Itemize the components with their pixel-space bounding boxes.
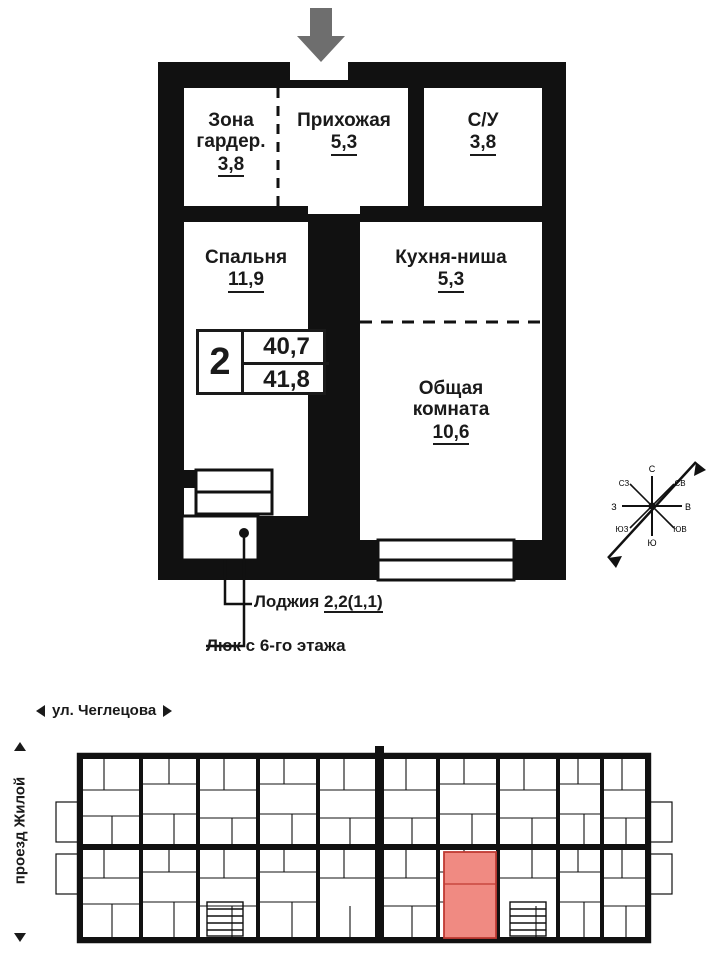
area-with-balcony: 41,8 bbox=[263, 366, 310, 393]
compass-label-w: З bbox=[611, 502, 617, 512]
street-label-left bbox=[2, 742, 32, 942]
compass-label-e: В bbox=[684, 502, 692, 512]
room-label-living-room: Общая комната 10,6 bbox=[360, 378, 542, 445]
room-label-bedroom: Спальня 11,9 bbox=[184, 247, 308, 293]
compass-label-ne: СВ bbox=[674, 479, 686, 488]
callout-loggia: Лоджия 2,2(1,1) bbox=[254, 592, 383, 611]
compass-label-sw: ЮЗ bbox=[615, 525, 629, 534]
room-count: 2 bbox=[209, 340, 231, 383]
street-name-left: проезд Жилой bbox=[11, 776, 29, 885]
compass-label-s: Ю bbox=[647, 538, 657, 548]
compass-label-nw: СЗ bbox=[618, 479, 630, 488]
arrow-down-icon bbox=[14, 933, 26, 942]
street-name-top: ул. Чеглецова bbox=[52, 702, 157, 719]
room-label-wardrobe: Зона гардер. 3,8 bbox=[164, 110, 298, 177]
compass-rose bbox=[596, 440, 708, 570]
area-total: 40,7 bbox=[244, 332, 329, 365]
loggia-left bbox=[182, 470, 272, 560]
arrow-right-icon bbox=[163, 705, 172, 717]
room-label-hallway: Прихожая 5,3 bbox=[278, 110, 410, 156]
callout-hatch: Люк с 6-го этажа bbox=[206, 636, 346, 655]
room-label-kitchen-niche: Кухня-ниша 5,3 bbox=[360, 247, 542, 293]
compass-label-se: ЮВ bbox=[673, 525, 687, 534]
street-label-top bbox=[36, 702, 172, 719]
arrow-left-icon bbox=[36, 705, 45, 717]
room-label-bathroom: С/У 3,8 bbox=[424, 110, 542, 156]
areas-box bbox=[241, 332, 329, 392]
entrance-arrow-down bbox=[297, 8, 345, 62]
area-badge bbox=[196, 329, 326, 395]
compass-label-n: С bbox=[648, 464, 656, 474]
highlighted-apartment bbox=[444, 852, 496, 938]
balcony-bottom bbox=[378, 540, 514, 580]
building-key-plan bbox=[44, 744, 684, 954]
